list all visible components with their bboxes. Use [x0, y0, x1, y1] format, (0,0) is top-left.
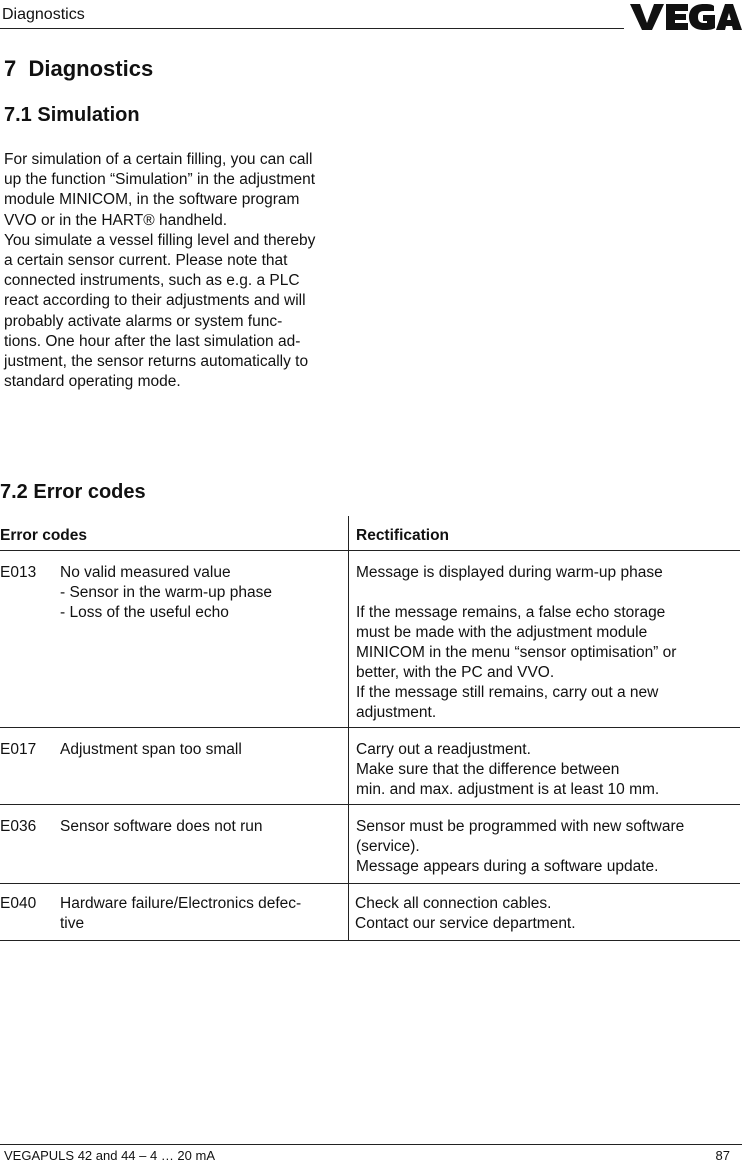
column-divider	[348, 516, 349, 550]
column-divider	[348, 884, 349, 940]
rectification-text: Carry out a readjustment. Make sure that the difference between min. and max. adjustment is at least 10 mm.	[356, 741, 660, 798]
page-number: 87	[715, 1148, 730, 1163]
header-rule	[0, 28, 624, 29]
paragraph-line: VVO or in the HART® handheld.	[4, 211, 228, 229]
simulation-paragraph	[4, 150, 376, 392]
section-number: 7	[4, 56, 17, 81]
column-divider	[348, 805, 349, 883]
paragraph-line: For simulation of a certain filling, you can call	[4, 151, 313, 168]
paragraph-line: You simulate a vessel filling level and thereby	[4, 231, 316, 249]
error-code: E036	[0, 818, 37, 835]
paragraph-line: module MINICOM, in the software program	[4, 191, 300, 209]
error-code: E013	[0, 564, 37, 581]
error-description: No valid measured value - Sensor in the warm-up phase - Loss of the useful echo	[60, 564, 272, 621]
simulation-heading: 7.1 Simulation	[4, 104, 140, 126]
paragraph-line: up the function “Simulation” in the adjustment	[4, 171, 316, 189]
paragraph-line: tions. One hour after the last simulation ad-	[4, 332, 301, 350]
footer-product: VEGAPULS 42 and 44 – 4 … 20 mA	[4, 1148, 216, 1163]
paragraph-line: probably activate alarms or system func-	[4, 312, 283, 330]
error-codes-table	[0, 516, 740, 941]
paragraph-line: connected instruments, such as e.g. a PLC	[4, 272, 300, 290]
error-description: Adjustment span too small	[60, 741, 242, 758]
table-row	[0, 805, 740, 884]
running-header-title: Diagnostics	[2, 6, 85, 23]
column-header-error-codes: Error codes	[0, 527, 88, 544]
vega-logo	[628, 2, 742, 32]
error-code: E040	[0, 895, 37, 912]
error-codes-heading: 7.2 Error codes	[0, 481, 146, 503]
table-header-row	[0, 516, 740, 551]
column-divider	[348, 551, 349, 727]
rectification-text: Check all connection cables. Contact our service department.	[355, 895, 576, 932]
column-divider	[348, 728, 349, 804]
section-title	[4, 56, 153, 82]
rectification-text: Message is displayed during warm-up phase If the message remains, a false echo storage must be made with the adjustment module MINICOM in the menu “sensor optimisation” or better, with the PC and VVO. If the message still remains, carry out a new adjustment.	[356, 564, 677, 721]
paragraph-line: a certain sensor current. Please note that	[4, 252, 288, 270]
footer-rule	[0, 1144, 742, 1145]
table-row	[0, 551, 740, 728]
error-description: Sensor software does not run	[60, 818, 263, 835]
rectification-text: Sensor must be programmed with new software (service). Message appears during a software update.	[356, 818, 685, 875]
table-row	[0, 728, 740, 805]
paragraph-line: justment, the sensor returns automatically to	[4, 353, 309, 371]
table-row	[0, 884, 740, 941]
error-description: Hardware failure/Electronics defec- tive	[60, 895, 302, 932]
column-header-rectification: Rectification	[356, 527, 450, 544]
paragraph-line: react according to their adjustments and will	[4, 292, 306, 310]
paragraph-line: standard operating mode.	[4, 373, 181, 391]
error-code: E017	[0, 741, 37, 758]
section-name: Diagnostics	[28, 56, 154, 81]
